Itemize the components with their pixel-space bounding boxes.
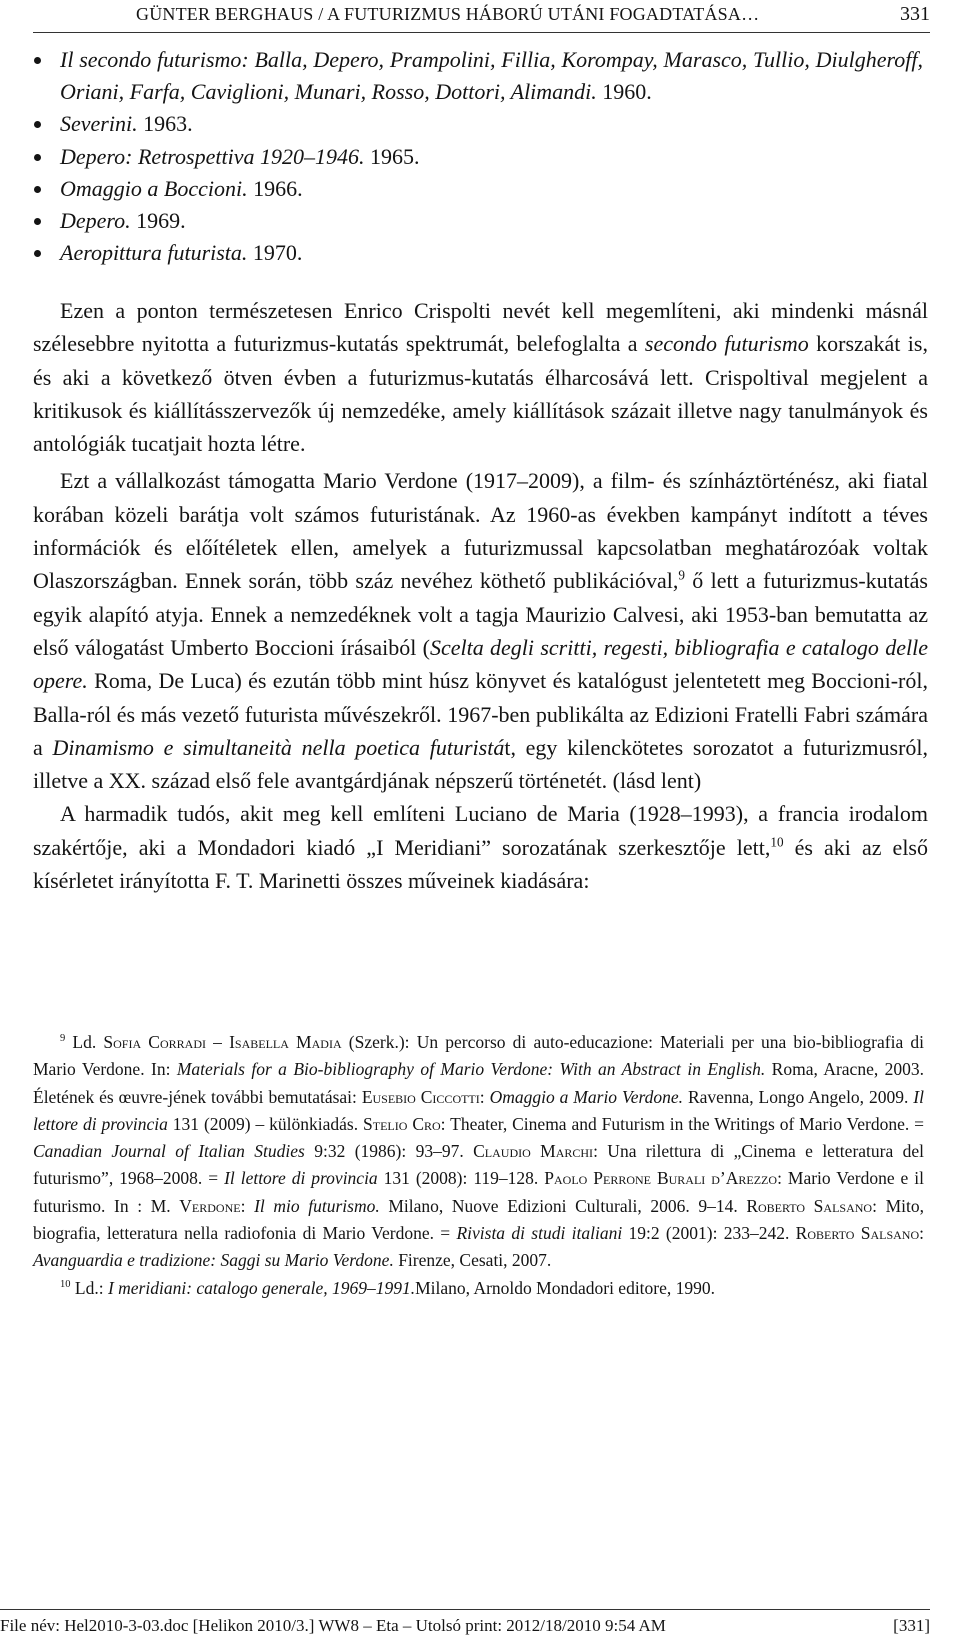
body-text (33, 294, 928, 897)
paragraph: Ezt a vállalkozást támogatta Mario Verdone (1917–2009), a film- és színháztörténész, aki fiatal korában közeli barátja volt számos futuristának. Az 1960-as években kampányt indított a téves információk és előítéletek ellen, amelyek a futurizmussal kapcsolatban meghatározóak voltak Olaszországban. Ennek során, több száz nevéhez köthető publikációval,$^9$ ő lett a futurizmus-kutatás egyik alapító atyja. Ennek a nemzedéknek volt a tagja Maurizio Calvesi, aki 1953-ban bemutatta az első válogatást Umberto Boccioni írásaiból (Scelta degli scritti, regesti, bibliografia e catalogo delle opere. Roma, De Luca) és ezután több mint húsz könyvet és katalógust jelentetett meg Boccioni-ról, Balla-ról és más vezető futurista művészekről. 1967-ben publikálta az Edizioni Fratelli Fabri számára a Dinamismo e simultaneità nella poetica futuristát, egy kilenckötetes sorozatot a futurizmusról, illetve a XX. század első fele avantgárdjának népszerű történetét. (lásd lent) (33, 468, 929, 794)
list-item: Depero: Retrospettiva 1920–1946. 1965. (33, 141, 923, 173)
footer-page-number: [331] (893, 1616, 930, 1635)
list-item: Severini. 1963. (33, 108, 923, 140)
file-info: File név: Hel2010-3-03.doc [Helikon 2010/3.] WW8 – Eta – Utolsó print: 2012/18/2010 9:54 AM (0, 1616, 666, 1635)
footnotes (33, 1029, 924, 1302)
list-item: Aeropittura futurista. 1970. (33, 237, 923, 269)
footnote-ref[interactable]: 10 (770, 834, 784, 850)
footnote-ref[interactable]: 9 (678, 567, 686, 583)
list-item: Il secondo futurismo: Balla, Depero, Prampolini, Fillia, Korompay, Marasco, Tullio, Diulgheroff, Oriani, Farfa, Caviglioni, Munari, Rosso, Dottori, Alimandi. 1960. (33, 44, 923, 108)
paragraph: A harmadik tudós, akit meg kell említeni Luciano de Maria (1928–1993), a francia irodalom szakértője, aki a Mondadori kiadó „I Meridiani” sorozatának szerkesztője lett,$^{10}$ és aki az első kísérletet irányította F. T. Marinetti összes műveinek kiadására: (33, 801, 928, 894)
running-head: GÜNTER BERGHAUS / A FUTURIZMUS HÁBORÚ UTÁNI FOGADTATÁSA… (136, 4, 760, 24)
paragraph: Ezen a ponton természetesen Enrico Crispolti nevét kell megemlíteni, aki mindenki másnál szélesebbre nyitotta a futurizmus-kutatás spektrumát, belefoglalta a secondo futurismo korszakát is, és aki a következő ötven évben a futurizmus-kutatás élharcosává lett. Crispoltival megjelent a kritikusok és kiállításszervezők új nemzedéke, amely kiállítások százait illetve nagy tanulmányok és antológiák tucatjait hozta létre. (33, 298, 928, 457)
footnote-9: $^9$ Ld. Sofia Corradi – Isabella Madia (Szerk.): Un percorso di auto-educazione: Materiali per una bio-bibliografia di Mario Verdone. In: Materials for a Bio-bibliography of Mario Verdone: With an Abstract in English. Roma, Aracne, 2003. Életének és œuvre-jének további bemutatásai: Eusebio Ciccotti: Omaggio a Mario Verdone. Ravenna, Longo Angelo, 2009. Il lettore di provincia 131 (2009) – különkiadás. Stelio Cro: Theater, Cinema and Futurism in the Writings of Mario Verdone. = Canadian Journal of Italian Studies 9:32 (1986): 93–97. Claudio Marchi: Una rilettura di „Cinema e letteratura del futurismo”, 1968–2008. = Il lettore di provincia 131 (2008): 119–128. Paolo Perrone Burali d’Arezzo: Mario Verdone e il futurismo. In : M. Verdone: Il mio futurismo. Milano, Nuove Edizioni Culturali, 2006. 9–14. Roberto Salsano: Mito, biografia, letteratura nella radiofonia di Mario Verdone. = Rivista di studi italiani 19:2 (2001): 233–242. Roberto Salsano: Avanguardia e tradizione: Saggi su Mario Verdone. Firenze, Cesati, 2007. (33, 1032, 925, 1271)
list-item: Omaggio a Boccioni. 1966. (33, 173, 923, 205)
footnote-10: $^{10}$ Ld.: I meridiani: catalogo generale, 1969–1991.Milano, Arnoldo Mondadori editore, 1990. (60, 1277, 716, 1298)
page-footer (0, 1609, 930, 1640)
page-number: 331 (900, 3, 930, 25)
exhibition-list (33, 44, 923, 269)
running-header (33, 2, 930, 33)
list-item: Depero. 1969. (33, 205, 923, 237)
